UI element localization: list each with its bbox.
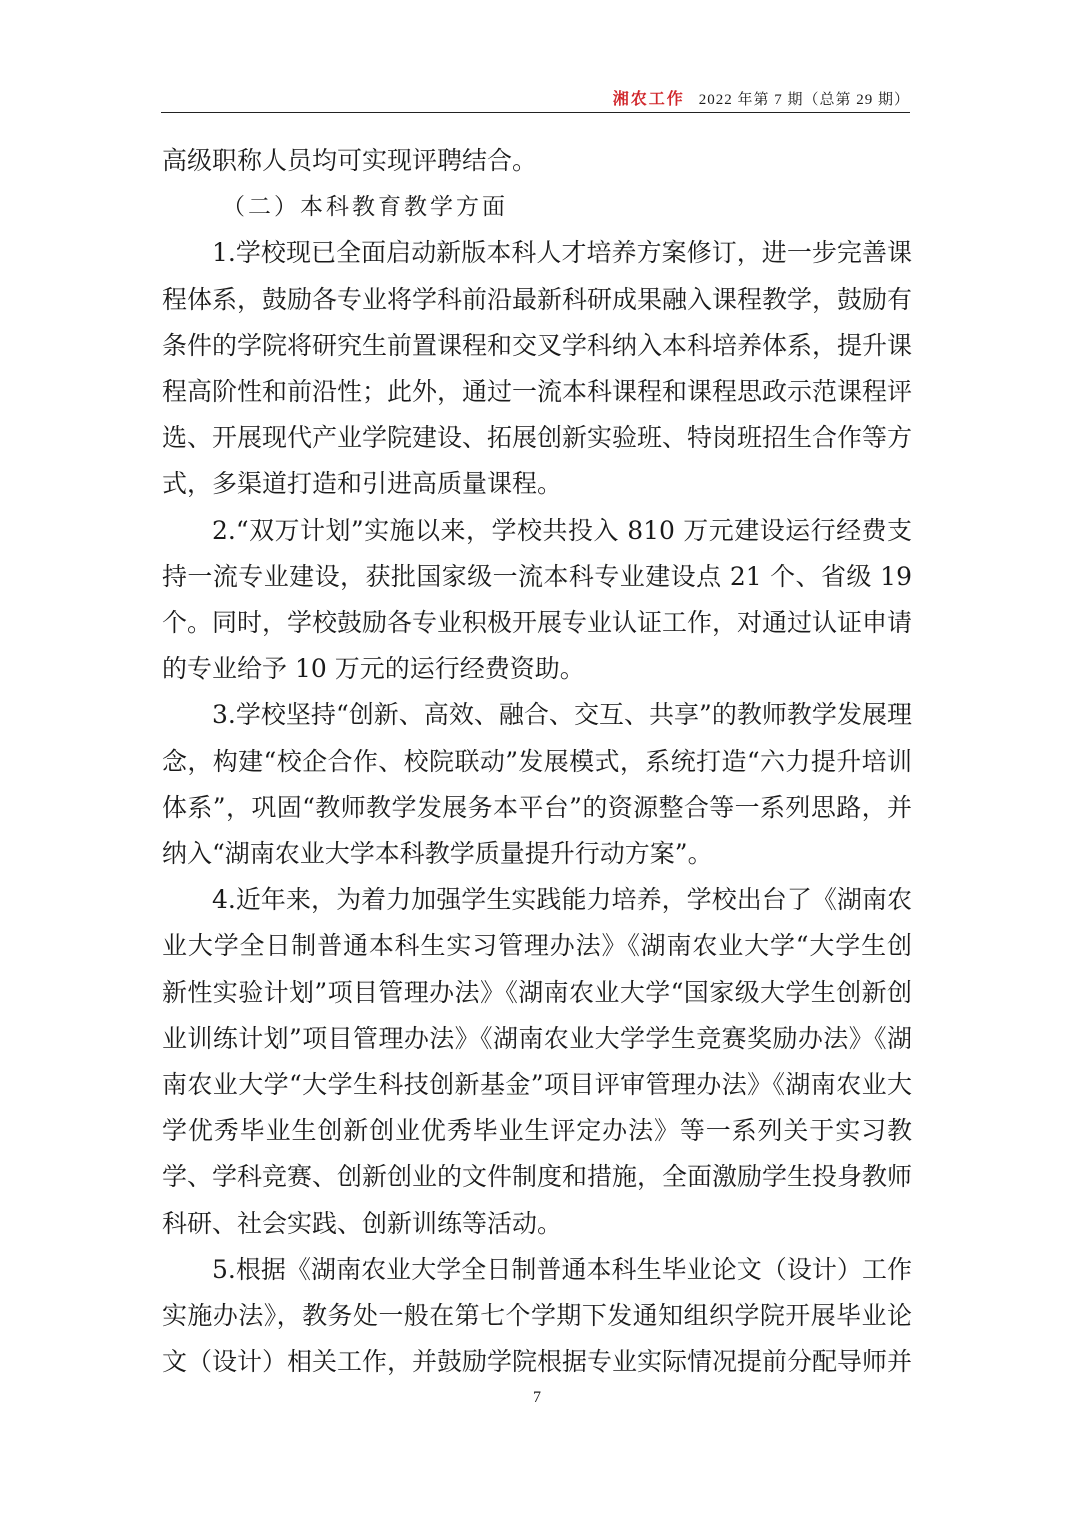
paragraph-continuation: 高级职称人员均可实现评聘结合。 bbox=[162, 146, 538, 175]
document-body bbox=[162, 138, 912, 1385]
publication-name: 湘农工作 bbox=[612, 89, 685, 108]
paragraph-3: 3.学校坚持“创新、高效、融合、交互、共享”的教师教学发展理念，构建“校企合作、校院联动”发展模式，系统打造“六力提升培训体系”，巩固“教师教学发展务本平台”的资源整合等一系列思路，并纳入“湖南农业大学本科教学质量提升行动方案”。 bbox=[162, 700, 912, 869]
running-header bbox=[161, 86, 910, 113]
paragraph-4: 4.近年来，为着力加强学生实践能力培养，学校出台了《湖南农业大学全日制普通本科生实习管理办法》《湖南农业大学“大学生创新性实验计划”项目管理办法》《湖南农业大学“国家级大学生创新创业训练计划”项目管理办法》《湖南农业大学学生竞赛奖励办法》《湖南农业大学“大学生科技创新基金”项目评审管理办法》《湖南农业大学优秀毕业生创新创业优秀毕业生评定办法》等一系列关于实习教学、学科竞赛、创新创业的文件制度和措施，全面激励学生投身教师科研、社会实践、创新训练等活动。 bbox=[162, 885, 913, 1238]
page-number: 7 bbox=[533, 1389, 541, 1406]
paragraph-1: 1.学校现已全面启动新版本科人才培养方案修订，进一步完善课程体系，鼓励各专业将学科前沿最新科研成果融入课程教学，鼓励有条件的学院将研究生前置课程和交叉学科纳入本科培养体系，提升课程高阶性和前沿性；此外，通过一流本科课程和课程思政示范课程评选、开展现代产业学院建设、拓展创新实验班、特岗班招生合作等方式，多渠道打造和引进高质量课程。 bbox=[162, 238, 913, 499]
paragraph-2: 2.“双万计划”实施以来，学校共投入 810 万元建设运行经费支持一流专业建设，获批国家级一流本科专业建设点 21 个、省级 19 个。同时，学校鼓励各专业积极开展专业认证工作，对通过认证申请的专业给予 10 万元的运行经费资助。 bbox=[162, 515, 913, 684]
section-heading: （二）本科教育教学方面 bbox=[222, 194, 508, 221]
issue-info: 2022 年第 7 期（总第 29 期） bbox=[698, 92, 910, 108]
paragraph-5: 5.根据《湖南农业大学全日制普通本科生毕业论文（设计）工作实施办法》，教务处一般在第七个学期下发通知组织学院开展毕业论文（设计）相关工作，并鼓励学院根据专业实际情况提前分配导师并 bbox=[162, 1254, 913, 1377]
